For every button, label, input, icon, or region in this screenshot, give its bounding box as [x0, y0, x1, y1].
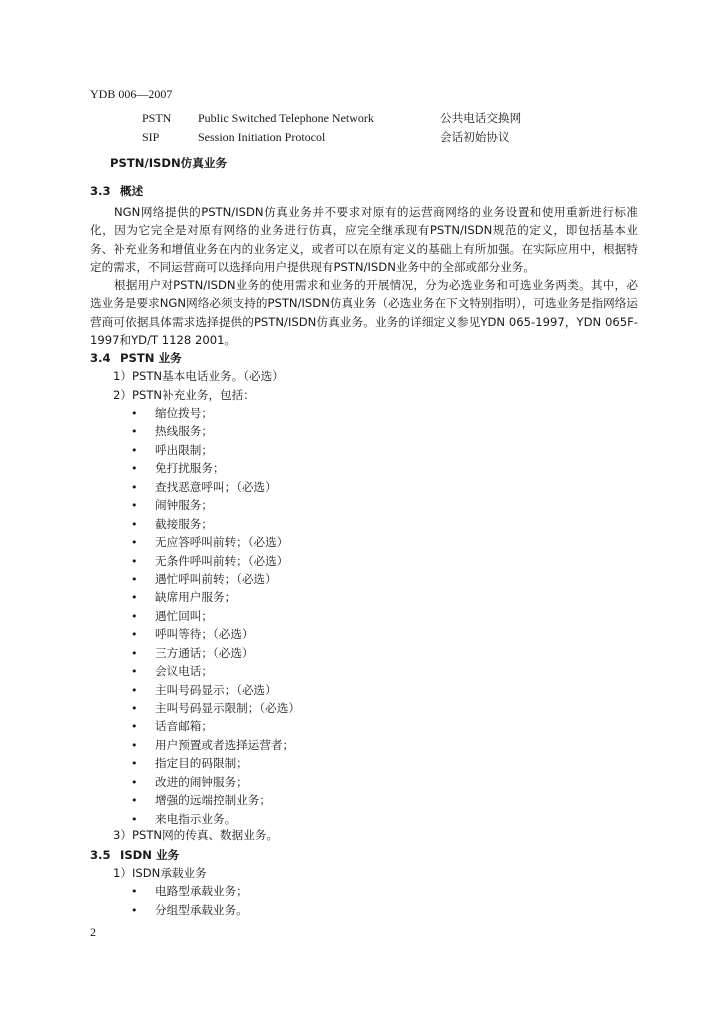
- list-item: [131, 773, 300, 791]
- section-3-4-number: 3.4: [90, 351, 111, 365]
- list-item-text: 用户预置或者选择运营者；: [155, 737, 295, 752]
- section-3-5-number: 3.5: [90, 848, 111, 862]
- list-item-text: 遇忙呼叫前转；（必选）: [155, 571, 277, 586]
- bullet-icon: •: [131, 628, 138, 642]
- overview-paragraph-2: 根据用户对PSTN/ISDN业务的使用需求和业务的开展情况，分为必选业务和可选业务两类。其中，必选业务是要求NGN网络必须支持的PSTN/ISDN仿真业务（必选业务在下文特别指明），可选业务是指网络运营商可依据具体需求选择提供的PSTN/ISDN仿真业务。业务的详细定义参见YDN 065-1997，YDN 065F-1997和YD/T 1128 2001。: [90, 278, 638, 348]
- list-item-text: 截接服务；: [155, 516, 213, 531]
- list-item-text: 话音邮箱；: [155, 719, 213, 734]
- bullet-icon: •: [131, 443, 138, 457]
- list-item-text: 会议电话；: [155, 664, 213, 679]
- list-item: [131, 422, 300, 440]
- list-item-text: 主叫号码显示；（必选）: [155, 682, 277, 697]
- list-item: [131, 882, 248, 901]
- list-item-text: 电路型承载业务；: [155, 884, 248, 898]
- abbr-term: PSTN: [142, 111, 172, 125]
- pstn-item-1: 1）PSTN基本电话业务。（必选）: [113, 369, 284, 383]
- pstn-supplementary-service-list: [131, 404, 300, 828]
- bullet-icon: •: [131, 462, 138, 476]
- section-heading: PSTN/ISDN仿真业务: [110, 156, 228, 170]
- bullet-icon: •: [131, 794, 138, 808]
- bullet-icon: •: [131, 885, 138, 898]
- document-header-id: YDB 006—2007: [90, 87, 173, 101]
- pstn-item-3: 3）PSTN网的传真、数据业务。: [113, 828, 279, 842]
- bullet-icon: •: [131, 517, 138, 531]
- list-item: [131, 404, 300, 422]
- list-item: [131, 717, 300, 735]
- list-item: [131, 552, 300, 570]
- list-item: [131, 459, 300, 477]
- list-item-text: 来电指示业务。: [155, 811, 237, 826]
- abbr-term: SIP: [142, 130, 160, 144]
- list-item: [131, 699, 300, 717]
- list-item: [131, 644, 300, 662]
- list-item-text: 无应答呼叫前转；（必选）: [155, 535, 289, 550]
- section-3-3-title: 概述: [120, 184, 144, 198]
- bullet-icon: •: [131, 554, 138, 568]
- list-item: [131, 662, 300, 680]
- list-item: [131, 681, 300, 699]
- list-item: [131, 441, 300, 459]
- section-3-3-number: 3.3: [90, 184, 111, 198]
- abbr-chinese: 会话初始协议: [440, 130, 510, 144]
- bullet-icon: •: [131, 665, 138, 679]
- list-item: [131, 901, 248, 920]
- bullet-icon: •: [131, 572, 138, 586]
- list-item: [131, 515, 300, 533]
- bullet-icon: •: [131, 609, 138, 623]
- bullet-icon: •: [131, 738, 138, 752]
- list-item-text: 查找恶意呼叫；（必选）: [155, 479, 277, 494]
- list-item: [131, 478, 300, 496]
- bullet-icon: •: [131, 903, 138, 917]
- bullet-icon: •: [131, 536, 138, 550]
- list-item-text: 呼叫等待；（必选）: [155, 627, 254, 642]
- list-item-text: 缩位拨号；: [155, 406, 213, 420]
- list-item-text: 改进的闹钟服务；: [155, 774, 248, 789]
- bullet-icon: •: [131, 775, 138, 789]
- abbr-chinese: 公共电话交换网: [440, 111, 522, 125]
- list-item: [131, 607, 300, 625]
- bullet-icon: •: [131, 812, 138, 826]
- list-item-text: 增强的远端控制业务；: [155, 793, 271, 808]
- bullet-icon: •: [131, 702, 138, 715]
- bullet-icon: •: [131, 425, 138, 439]
- list-item-text: 遇忙回叫；: [155, 608, 213, 623]
- section-3-4-title: PSTN 业务: [120, 351, 182, 365]
- bullet-icon: •: [131, 480, 138, 494]
- list-item: [131, 533, 300, 551]
- bullet-icon: •: [131, 757, 138, 771]
- list-item-text: 免打扰服务；: [155, 461, 225, 476]
- list-item: [131, 791, 300, 809]
- list-item-text: 呼出限制；: [155, 442, 213, 457]
- bullet-icon: •: [131, 499, 138, 513]
- isdn-bearer-service-list: [131, 882, 248, 919]
- list-item-text: 无条件呼叫前转；（必选）: [155, 553, 289, 568]
- bullet-icon: •: [131, 646, 138, 660]
- abbr-english: Session Initiation Protocol: [198, 130, 326, 144]
- list-item-text: 指定目的码限制；: [155, 756, 248, 771]
- bullet-icon: •: [131, 591, 138, 605]
- list-item-text: 主叫号码显示限制；（必选）: [155, 701, 300, 715]
- bullet-icon: •: [131, 407, 138, 420]
- list-item-text: 热线服务；: [155, 424, 213, 439]
- list-item: [131, 588, 300, 606]
- list-item: [131, 570, 300, 588]
- list-item-text: 三方通话；（必选）: [155, 645, 254, 660]
- bullet-icon: •: [131, 683, 138, 697]
- list-item-text: 分组型承载业务。: [155, 902, 248, 917]
- abbr-english: Public Switched Telephone Network: [198, 111, 374, 125]
- bullet-icon: •: [131, 720, 138, 734]
- list-item: [131, 496, 300, 514]
- section-3-5-title: ISDN 业务: [120, 848, 180, 862]
- isdn-item-1: 1）ISDN承载业务: [113, 866, 207, 880]
- pstn-item-2: 2）PSTN补充业务，包括：: [113, 388, 255, 402]
- list-item: [131, 754, 300, 772]
- list-item-text: 闹钟服务；: [155, 498, 213, 513]
- overview-paragraph-1: NGN网络提供的PSTN/ISDN仿真业务并不要求对原有的运营商网络的业务设置和使用重新进行标准化，因为它完全是对原有网络的业务进行仿真，应完全继承现有PSTN/ISDN规范的定义，即包括基本业务、补充业务和增值业务在内的业务定义，或者可以在原有定义的基础上有所加强。在实际应用中，根据特定的需求，不同运营商可以选择向用户提供现有PSTN/ISDN业务中的全部或部分业务。: [90, 205, 638, 275]
- list-item: [131, 736, 300, 754]
- list-item-text: 缺席用户服务；: [155, 590, 237, 605]
- list-item: [131, 625, 300, 643]
- page-number: 2: [90, 925, 96, 939]
